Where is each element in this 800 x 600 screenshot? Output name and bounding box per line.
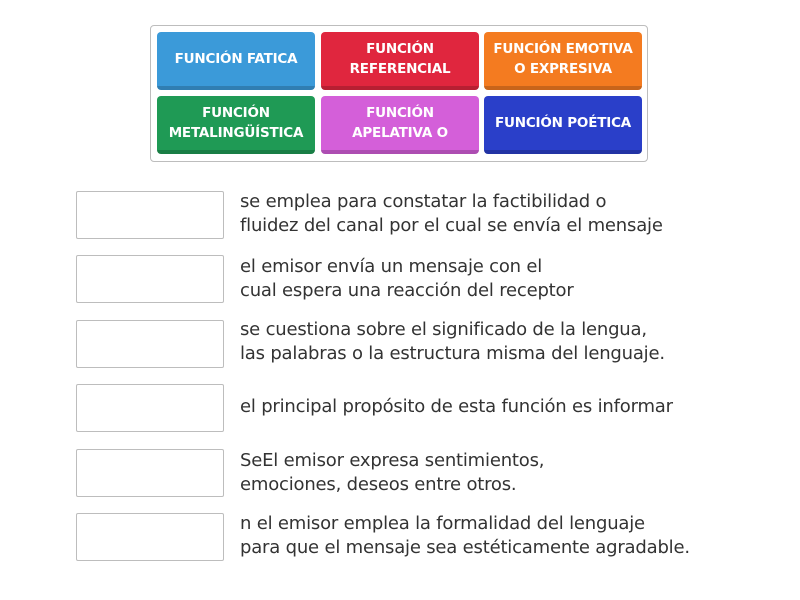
drop-slot-6[interactable] xyxy=(76,513,224,561)
tile-funcion-metalinguistica[interactable]: FUNCIÓN METALINGÜÍSTICA xyxy=(157,96,315,154)
drop-slot-2[interactable] xyxy=(76,255,224,303)
tile-funcion-apelativa[interactable]: FUNCIÓN APELATIVA O xyxy=(321,96,479,154)
description-5: SeEl emisor expresa sentimientos, emociones, deseos entre otros. xyxy=(240,450,545,495)
description-1: se emplea para constatar la factibilidad o fluidez del canal por el cual se envía el mensaje xyxy=(240,191,663,236)
tile-funcion-fatica[interactable]: FUNCIÓN FATICA xyxy=(157,32,315,90)
tile-funcion-referencial[interactable]: FUNCIÓN REFERENCIAL xyxy=(321,32,479,90)
description-3: se cuestiona sobre el significado de la lengua, las palabras o la estructura misma del lenguaje. xyxy=(240,319,665,364)
description-6: n el emisor emplea la formalidad del lenguaje para que el mensaje sea estéticamente agradable. xyxy=(240,513,690,558)
description-2: el emisor envía un mensaje con el cual espera una reacción del receptor xyxy=(240,256,574,301)
drop-slot-1[interactable] xyxy=(76,191,224,239)
drop-slot-3[interactable] xyxy=(76,320,224,368)
drop-slot-4[interactable] xyxy=(76,384,224,432)
drop-slot-5[interactable] xyxy=(76,449,224,497)
description-4: el principal propósito de esta función es informar xyxy=(240,396,673,417)
tile-funcion-emotiva[interactable]: FUNCIÓN EMOTIVA O EXPRESIVA xyxy=(484,32,642,90)
tile-funcion-poetica[interactable]: FUNCIÓN POÉTICA xyxy=(484,96,642,154)
answer-bank xyxy=(150,25,648,162)
